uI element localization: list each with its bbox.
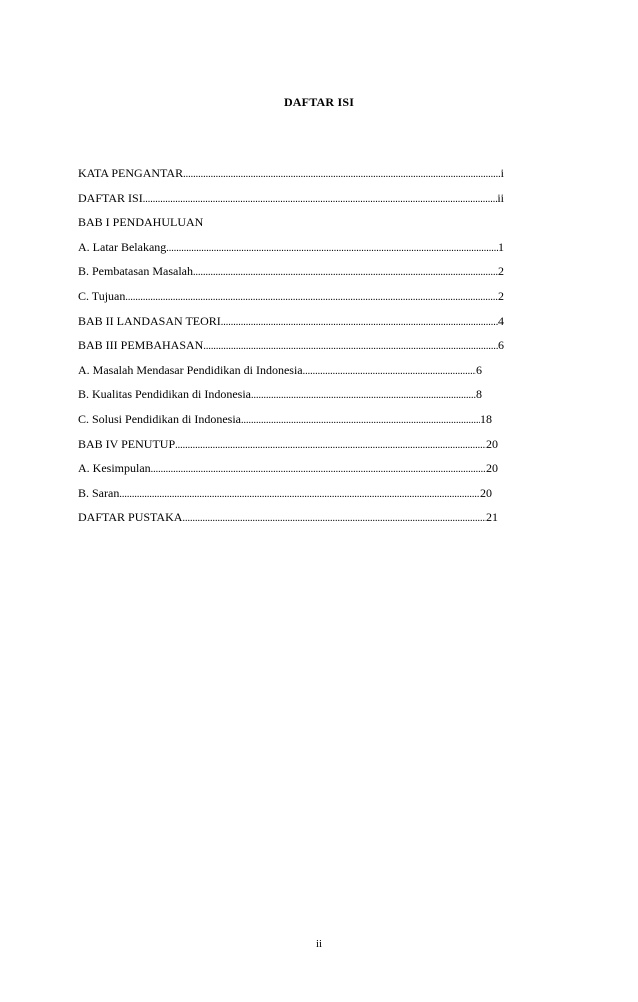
dot-leader <box>221 317 498 328</box>
toc-entry-bab-1 <box>78 215 504 240</box>
page-number: ii <box>315 938 323 950</box>
dot-leader <box>193 267 498 278</box>
toc-entry-solusi-pendidikan <box>78 412 492 437</box>
toc-entry-page: 20 <box>486 461 498 476</box>
toc-entry-page: 21 <box>486 510 498 525</box>
toc-entry-label: B. Kualitas Pendidikan di Indonesia <box>78 387 251 402</box>
page-title: DAFTAR ISI <box>283 95 355 109</box>
toc-entry-bab-2 <box>78 314 504 339</box>
toc-entry-page: ii <box>497 190 504 205</box>
dot-leader <box>203 341 498 352</box>
toc-entry-bab-3 <box>78 338 504 363</box>
toc-entry-saran <box>78 486 492 511</box>
toc-entry-label: DAFTAR PUSTAKA <box>78 510 183 525</box>
toc-entry-label: A. Kesimpulan <box>78 461 151 476</box>
toc-entry-page: 6 <box>476 362 482 377</box>
dot-leader <box>143 194 498 205</box>
toc-entry-daftar-pustaka <box>78 510 498 535</box>
toc-entry-label: DAFTAR ISI <box>78 190 143 205</box>
dot-leader <box>241 415 480 426</box>
toc-entry-label: BAB I PENDAHULUAN <box>78 215 204 230</box>
toc-entry-page: 6 <box>498 338 504 353</box>
toc-entry-masalah-mendasar <box>78 363 482 388</box>
dot-leader <box>182 513 486 524</box>
toc-entry-label: BAB III PEMBAHASAN <box>78 338 204 353</box>
dot-leader <box>303 366 476 377</box>
toc-entry-page: 8 <box>476 387 482 402</box>
table-of-contents <box>78 166 504 535</box>
toc-entry-page: 20 <box>486 436 498 451</box>
dot-leader <box>251 390 476 401</box>
dot-leader <box>125 292 498 303</box>
toc-entry-kesimpulan <box>78 461 498 486</box>
toc-entry-label: KATA PENGANTAR <box>78 166 184 180</box>
toc-entry-page: 2 <box>498 288 504 303</box>
toc-entry-page: 4 <box>498 313 504 328</box>
toc-entry-latar-belakang <box>78 240 504 265</box>
toc-entry-kualitas-pendidikan <box>78 387 482 412</box>
toc-entry-label: B. Pembatasan Masalah <box>78 264 193 279</box>
dot-leader <box>166 243 498 254</box>
toc-entry-pembatasan-masalah <box>78 264 504 289</box>
toc-entry-daftar-isi <box>78 191 504 216</box>
toc-entry-label: C. Solusi Pendidikan di Indonesia <box>78 411 241 426</box>
toc-entry-page: i <box>500 166 504 180</box>
toc-entry-label: BAB II LANDASAN TEORI <box>78 313 221 328</box>
dot-leader <box>183 169 501 180</box>
toc-entry-kata-pengantar <box>78 166 504 191</box>
toc-entry-label: A. Latar Belakang <box>78 239 167 254</box>
toc-entry-bab-4 <box>78 437 498 462</box>
dot-leader <box>119 489 480 500</box>
toc-entry-page: 2 <box>498 264 504 279</box>
toc-entry-page: 18 <box>480 411 492 426</box>
toc-entry-tujuan <box>78 289 504 314</box>
toc-entry-page: 1 <box>498 239 504 254</box>
dot-leader <box>151 464 486 475</box>
toc-entry-page: 20 <box>480 485 492 500</box>
toc-entry-label: A. Masalah Mendasar Pendidikan di Indonesia <box>78 362 303 377</box>
dot-leader <box>175 440 486 451</box>
toc-entry-label: C. Tujuan <box>78 288 126 303</box>
toc-entry-label: BAB IV PENUTUP <box>78 436 176 451</box>
toc-entry-label: B. Saran <box>78 485 120 500</box>
